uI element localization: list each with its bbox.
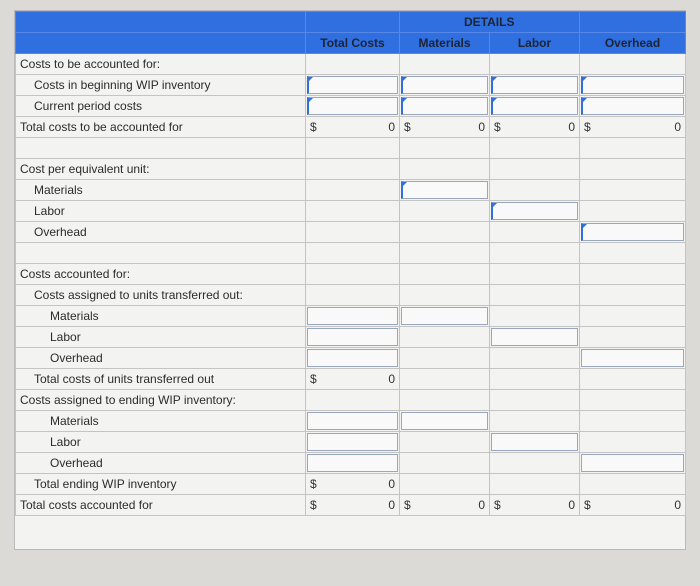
- transferred-labor-input[interactable]: [491, 328, 578, 346]
- dollar-sign: $: [404, 498, 411, 512]
- row-label: Total costs to be accounted for: [16, 117, 306, 138]
- transferred-labor-total-input[interactable]: [307, 328, 398, 346]
- dollar-sign: $: [494, 498, 501, 512]
- table-row: [16, 264, 686, 285]
- total-accounted-overhead: 0: [674, 498, 681, 512]
- total-to-account-overhead: 0: [674, 120, 681, 134]
- dollar-sign: $: [494, 120, 501, 134]
- table-row: [16, 54, 686, 75]
- total-to-account-labor: 0: [568, 120, 575, 134]
- total-to-account-materials: 0: [478, 120, 485, 134]
- materials-header: Materials: [400, 33, 490, 54]
- table-row: [16, 180, 686, 201]
- row-label: Costs assigned to ending WIP inventory:: [16, 390, 306, 411]
- row-label: Current period costs: [16, 96, 306, 117]
- row-label: Labor: [16, 432, 306, 453]
- transferred-overhead-total-input[interactable]: [307, 349, 398, 367]
- total-accounted-labor: 0: [568, 498, 575, 512]
- row-label: Materials: [16, 411, 306, 432]
- table-row: [16, 348, 686, 369]
- spacer-row: [16, 138, 686, 159]
- header-row-details: [16, 12, 686, 33]
- total-transferred-out-value: 0: [388, 372, 395, 386]
- transferred-overhead-input[interactable]: [581, 349, 684, 367]
- table-row: [16, 453, 686, 474]
- row-label: Overhead: [16, 222, 306, 243]
- table-row: [16, 327, 686, 348]
- dollar-sign: $: [584, 120, 591, 134]
- table-row: [16, 306, 686, 327]
- details-header: DETAILS: [464, 15, 515, 29]
- current-period-total-input[interactable]: [307, 97, 398, 115]
- row-label: Materials: [16, 180, 306, 201]
- table-row: [16, 222, 686, 243]
- row-label: Cost per equivalent unit:: [16, 159, 306, 180]
- total-accounted-materials: 0: [478, 498, 485, 512]
- transferred-materials-total-input[interactable]: [307, 307, 398, 325]
- dollar-sign: $: [310, 477, 317, 491]
- row-label: Labor: [16, 327, 306, 348]
- dollar-sign: $: [584, 498, 591, 512]
- row-label: Costs accounted for:: [16, 264, 306, 285]
- table-row: [16, 201, 686, 222]
- header-row-columns: [16, 33, 686, 54]
- table-row: [16, 369, 686, 390]
- row-label: Overhead: [16, 453, 306, 474]
- row-label: Labor: [16, 201, 306, 222]
- table-row: [16, 411, 686, 432]
- current-period-materials-input[interactable]: [401, 97, 488, 115]
- total-costs-header: Total Costs: [306, 33, 400, 54]
- transferred-materials-input[interactable]: [401, 307, 488, 325]
- row-label: Total costs of units transferred out: [16, 369, 306, 390]
- table-row: [16, 474, 686, 495]
- dollar-sign: $: [310, 372, 317, 386]
- row-label: Costs to be accounted for:: [16, 54, 306, 75]
- ending-materials-total-input[interactable]: [307, 412, 398, 430]
- row-label: Total ending WIP inventory: [16, 474, 306, 495]
- beginning-wip-overhead-input[interactable]: [581, 76, 684, 94]
- header-blank: [306, 12, 400, 33]
- ending-labor-input[interactable]: [491, 433, 578, 451]
- current-period-overhead-input[interactable]: [581, 97, 684, 115]
- table-row: [16, 96, 686, 117]
- overhead-header: Overhead: [580, 33, 686, 54]
- header-blank: [16, 12, 306, 33]
- cost-worksheet: [14, 10, 686, 550]
- table-row: [16, 432, 686, 453]
- beginning-wip-materials-input[interactable]: [401, 76, 488, 94]
- table-row: [16, 285, 686, 306]
- beginning-wip-labor-input[interactable]: [491, 76, 578, 94]
- worksheet-table: [15, 11, 686, 516]
- table-row: [16, 159, 686, 180]
- ending-materials-input[interactable]: [401, 412, 488, 430]
- dollar-sign: $: [310, 498, 317, 512]
- ending-overhead-input[interactable]: [581, 454, 684, 472]
- table-row: [16, 390, 686, 411]
- spacer-row: [16, 243, 686, 264]
- ending-overhead-total-input[interactable]: [307, 454, 398, 472]
- table-row: [16, 495, 686, 516]
- cpeu-materials-input[interactable]: [401, 181, 488, 199]
- table-row: [16, 117, 686, 138]
- current-period-labor-input[interactable]: [491, 97, 578, 115]
- labor-header: Labor: [490, 33, 580, 54]
- dollar-sign: $: [310, 120, 317, 134]
- dollar-sign: $: [404, 120, 411, 134]
- total-ending-wip-value: 0: [388, 477, 395, 491]
- ending-labor-total-input[interactable]: [307, 433, 398, 451]
- row-label: Total costs accounted for: [16, 495, 306, 516]
- beginning-wip-total-input[interactable]: [307, 76, 398, 94]
- total-to-account-total: 0: [388, 120, 395, 134]
- row-label: Overhead: [16, 348, 306, 369]
- row-label: Costs in beginning WIP inventory: [16, 75, 306, 96]
- row-label: Costs assigned to units transferred out:: [16, 285, 306, 306]
- cpeu-labor-input[interactable]: [491, 202, 578, 220]
- table-row: [16, 75, 686, 96]
- cpeu-overhead-input[interactable]: [581, 223, 684, 241]
- row-label: Materials: [16, 306, 306, 327]
- total-accounted-total: 0: [388, 498, 395, 512]
